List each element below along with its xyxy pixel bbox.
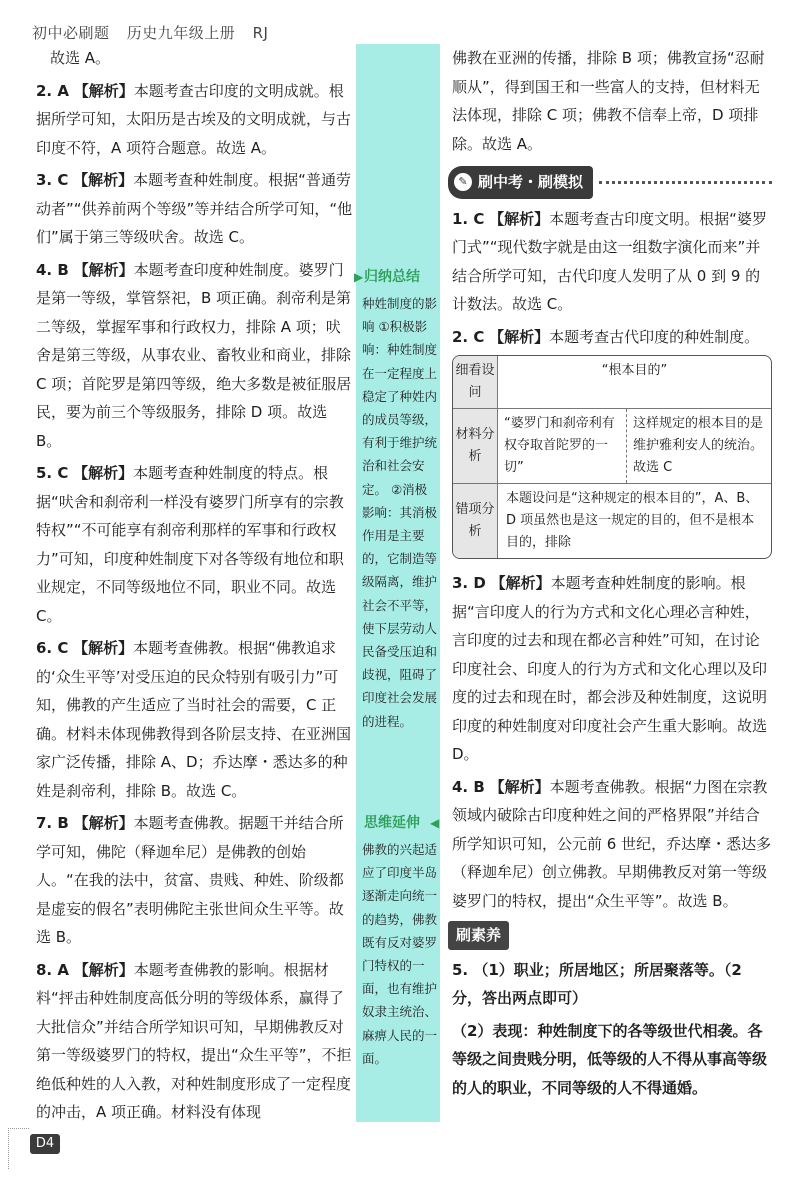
answer-text: 本题考查古印度文明。根据“婆罗门式”“现代数字就是由这一组数字演化而来”并结合所学可知，古代印度人发明了从 0 到 9 的计数法。故选 C。	[452, 209, 767, 313]
analysis-tag: 【解析】	[73, 171, 134, 189]
question-number: 2. A	[36, 81, 69, 100]
question-number: 4. B	[452, 777, 485, 796]
row-header: 材料分析	[453, 409, 498, 483]
analysis-tag: 【解析】	[489, 209, 550, 228]
page-header	[32, 22, 280, 43]
analysis-tag: 【解析】	[489, 327, 550, 346]
analysis-tag: 【解析】	[73, 960, 134, 979]
table-row	[453, 483, 771, 558]
analysis-tag: 【解析】	[73, 639, 134, 657]
section-header	[448, 166, 772, 199]
page-number: D4	[30, 1134, 60, 1154]
analysis-table	[452, 355, 772, 559]
analysis-tag: 【解析】	[73, 260, 134, 279]
answer-item	[36, 166, 354, 252]
row-cell: 这样规定的根本目的是维护雅利安人的统治。故选 C	[633, 416, 764, 475]
answer-text: 本题考查种姓制度的特点。根据“吠舍和刹帝利一样没有婆罗门所享有的宗教特权”“不可能享有刹帝利那样的军事和行政权力”可知，印度种姓制度下对各等级有地位和职业规定，不同等级地位不同，职业不同。故选 C。	[36, 464, 344, 625]
subject-title: 历史九年级上册	[126, 24, 236, 42]
answer-item	[36, 956, 354, 1127]
left-column	[36, 44, 354, 1131]
question-number: 1. C	[452, 209, 485, 228]
answer-item	[36, 77, 354, 163]
question-number: 3. C	[36, 171, 69, 189]
row-split-cell	[498, 409, 771, 483]
answer-item	[452, 956, 772, 1013]
analysis-tag: 【解析】	[73, 464, 134, 482]
answer-text: 本题考查佛教的影响。根据材料“抨击种姓制度高低分明的等级体系，赢得了大批信众”并结合所学知识可知，早期佛教反对第一等级婆罗门的特权，提出“众生平等”，不拒绝低种姓的人入教，对种姓制度形成了一定程度的冲击，A 项正确。材料没有体现	[36, 960, 352, 1121]
answer-item	[452, 773, 772, 916]
corner-dotted-line	[8, 1128, 29, 1169]
extension-box-title: 思维延伸	[364, 815, 420, 831]
question-number: 2. C	[452, 327, 485, 346]
section-badge	[448, 166, 593, 199]
question-number: 5. C	[36, 464, 69, 482]
edition-label: RJ	[252, 24, 269, 42]
table-row	[453, 408, 771, 483]
answer-text: 本题考查佛教。据题干并结合所学可知，佛陀（释迦牟尼）是佛教的创始人。“在我的法中，贫富、贵贱、种姓、阶级都是虚妄的假名”表明佛陀主张世间众生平等。故选 B。	[36, 814, 344, 946]
continued-text: 佛教在亚洲的传播，排除 B 项；佛教宣扬“忍耐顺从”，得到国王和一些富人的支持，但材料无法体现，排除 C 项；佛教不信奉上帝，D 项排除。故选 A。	[452, 49, 765, 153]
question-number: 8. A	[36, 960, 69, 979]
answer-text: 本题考查佛教。根据“力图在宗教领域内破除古印度种姓之间的严格界限”并结合所学知识可知，公元前 6 世纪，乔达摩・悉达多（释迦牟尼）创立佛教。早期佛教反对第一等级婆罗门的特权，提出“众生平等”。故选 B。	[452, 777, 772, 910]
answer-text: 本题考查古代印度的种姓制度。	[549, 327, 760, 346]
literacy-section-header	[448, 921, 772, 950]
analysis-tag: 【解析】	[73, 81, 134, 100]
answer-item	[452, 569, 772, 769]
answer-item	[36, 634, 354, 805]
dotted-divider	[599, 181, 772, 184]
answer-item	[36, 809, 354, 952]
book-title: 初中必刷题	[32, 24, 110, 42]
literacy-title: 刷素养	[448, 921, 509, 950]
table-row	[453, 356, 771, 408]
answer-item	[452, 323, 772, 352]
arrow-left-icon: ◀	[430, 816, 440, 830]
answer-text: 本题考查印度种姓制度。婆罗门是第一等级，掌管祭祀，B 项正确。刹帝利是第二等级，掌握军事和行政权力，排除 A 项；吠舍是第三等级，从事农业、畜牧业和商业，排除 C 项；首陀罗是第四等级，绝大多数是被征服居民，要为前三个等级服务，排除 D 项。故选 B。	[36, 260, 352, 450]
summary-box-title: 归纳总结	[364, 269, 420, 285]
row-cell: “根本目的”	[601, 363, 668, 378]
row-cell: “婆罗门和刹帝利有权夺取首陀罗的一切”	[498, 409, 627, 483]
summary-box-text: 种姓制度的影响 ①积极影响：种姓制度在一定程度上稳定了种姓内的成员等级，有利于维护统治和社会安定。 ②消极影响：其消极作用是主要的，它制造等级隔离，维护社会不平等，使下层劳动人民备受压迫和歧视，阻碍了印度社会发展的进程。	[362, 296, 438, 729]
answer-text: 本题考查佛教。根据“佛教追求的‘众生平等’对受压迫的民众特别有吸引力”可知，佛教的产生适应了当时社会的需要，C 正确。材料未体现佛教得到各阶层支持、在亚洲国家广泛传播，排除 A、D；乔达摩・悉达多的种姓是刹帝利，排除 B。故选 C。	[36, 639, 352, 800]
answer-text: 本题考查种姓制度的影响。根据“言印度人的行为方式和文化心理必言种姓，言印度的过去和现在都必言种姓”可知，在讨论印度社会、印度人的行为方式和文化心理以及印度的过去和现在时，都会涉及种姓制度，这说明印度的种姓制度对印度社会产生重大影响。故选 D。	[452, 574, 768, 763]
arrow-right-icon: ▶	[354, 270, 364, 284]
answer-item	[36, 459, 354, 630]
question-number: 3. D	[452, 574, 486, 592]
answer-intro: 故选 A。	[50, 49, 111, 67]
answer-item	[36, 256, 354, 456]
analysis-tag: 【解析】	[73, 814, 134, 832]
right-column	[452, 44, 772, 1106]
question-number: 6. C	[36, 639, 69, 657]
answer-text: 本题考查种姓制度。根据“普通劳动者”“供养前两个等级”等并结合所学可知，“他们”属于第三等级吠舍。故选 C。	[36, 171, 353, 246]
analysis-tag: 【解析】	[490, 574, 551, 592]
question-number: 4. B	[36, 260, 69, 279]
row-header: 细看设问	[453, 356, 498, 408]
margin-notes-sidebar	[356, 44, 440, 1122]
row-header: 错项分析	[453, 484, 498, 558]
row-cell: 本题设问是“这种规定的根本目的”，A、B、D 项虽然也是这一规定的目的，但不是根本目的，排除	[506, 491, 759, 550]
extension-box-text: 佛教的兴起适应了印度半岛逐渐走向统一的趋势，佛教既有反对婆罗门特权的一面，也有维护奴隶主统治、麻痹人民的一面。	[362, 842, 438, 1066]
section-title: 刷中考・刷模拟	[478, 173, 584, 191]
answer-item	[452, 205, 772, 319]
brush-icon: ✎	[454, 173, 472, 191]
analysis-tag: 【解析】	[489, 777, 550, 796]
answer-text: 本题考查古印度的文明成就。根据所学可知，太阳历是古埃及的文明成就，与古印度不符，A 项符合题意。故选 A。	[36, 81, 352, 157]
answer-text-part2: （2）表现：种姓制度下的各等级世代相袭。各等级之间贵贱分明，低等级的人不得从事高等级的人的职业，不同等级的人不得通婚。	[452, 1021, 768, 1097]
question-number: 5.	[452, 960, 469, 979]
question-number: 7. B	[36, 814, 69, 832]
answer-text: （1）职业；所居地区；所居聚落等。（2 分，答出两点即可）	[452, 960, 742, 1007]
